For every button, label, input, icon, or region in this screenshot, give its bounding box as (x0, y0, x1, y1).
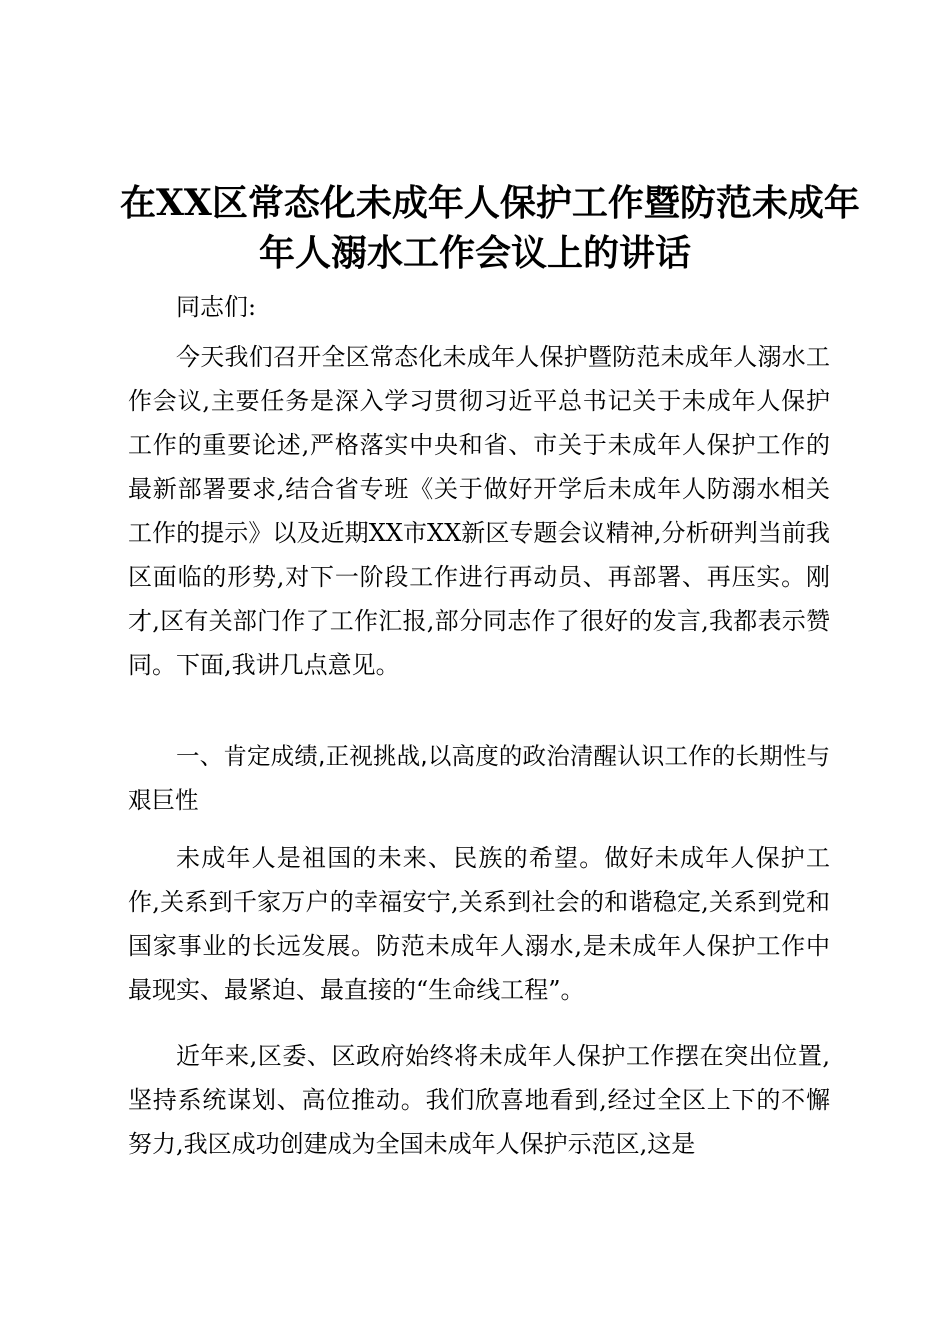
section-heading-1: 一、肯定成绩,正视挑战,以高度的政治清醒认识工作的长期性与艰巨性 (128, 742, 830, 814)
paragraph-recent-achievements: 近年来,区委、区政府始终将未成年人保护工作摆在突出位置,坚持系统谋划、高位推动。我们欣喜地看到,经过全区上下的不懈努力,我区成功创建成为全国未成年人保护示范区,这是 (128, 1042, 830, 1158)
paragraph-minors-importance: 未成年人是祖国的未来、民族的希望。做好未成年人保护工作,关系到千家万户的幸福安宁,关系到社会的和谐稳定,关系到党和国家事业的长远发展。防范未成年人溺水,是未成年人保护工作中最现实、最紧迫、最直接的“生命线工程”。 (128, 844, 830, 1004)
document-title (120, 178, 860, 278)
paragraph-opening: 今天我们召开全区常态化未成年人保护暨防范未成年人溺水工作会议,主要任务是深入学习贯彻习近平总书记关于未成年人保护工作的重要论述,严格落实中央和省、市关于未成年人保护工作的最新部署要求,结合省专班《关于做好开学后未成年人防溺水相关工作的提示》以及近期XX市XX新区专题会议精神,分析研判当前我区面临的形势,对下一阶段工作进行再动员、再部署、再压实。刚才,区有关部门作了工作汇报,部分同志作了很好的发言,我都表示赞同。下面,我讲几点意见。 (128, 343, 830, 679)
salutation: 同志们: (176, 293, 257, 321)
title-line-2: 年人溺水工作会议上的讲话 (258, 232, 691, 274)
title-line-1: 在XX区常态化未成年人保护工作暨防范未成年 (120, 182, 860, 224)
